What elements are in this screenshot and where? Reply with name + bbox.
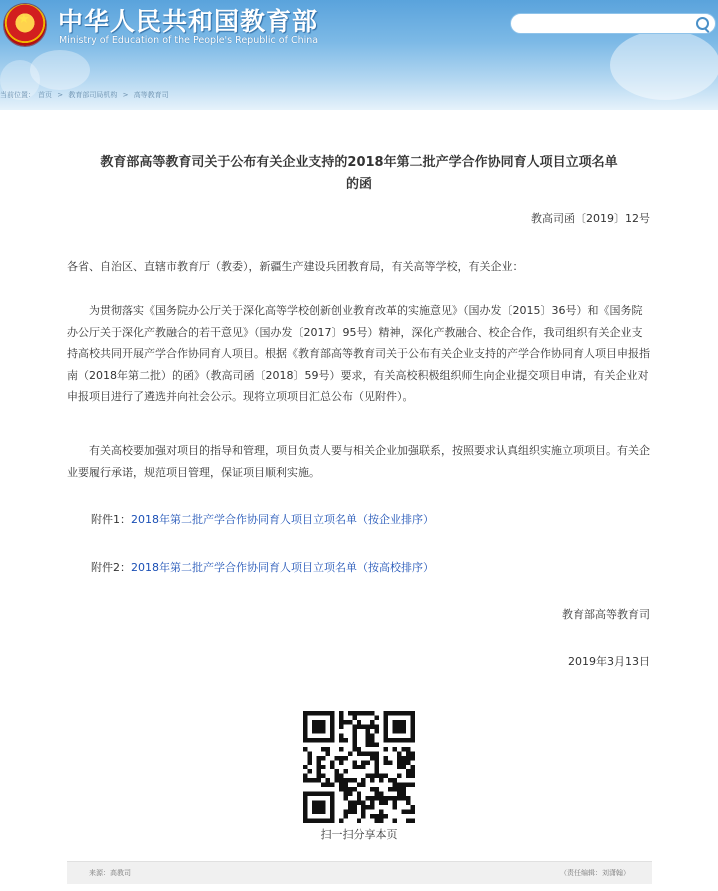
- article-title-line2: 的函: [345, 177, 372, 192]
- breadcrumb-separator: >: [57, 91, 64, 99]
- breadcrumb-separator: >: [122, 91, 129, 99]
- site-header: [0, 0, 718, 110]
- attachment-2-prefix: 附件2：: [91, 561, 131, 574]
- site-subtitle: Ministry of Education of the People's Republic of China: [59, 35, 319, 46]
- paragraph-1: 为贯彻落实《国务院办公厅关于深化高等学校创新创业教育改革的实施意见》（国办发〔2015〕36号）和《国务院办公厅关于深化产教融合的若干意见》（国办发〔2017〕95号）精神，深化产教融合、校企合作，我司组织有关企业支持高校共同开展产学合作协同育人项目。根据《教育部高等教育司关于公布有关企业支持的产学合作协同育人项目申报指南（2018年第二批）的函》（教高司函〔2018〕59号）要求，有关高校积极组织师生向企业提交项目申请，有关企业对申报项目进行了遴选并向社会公示。现将立项项目汇总公布（见附件）。: [67, 304, 650, 403]
- attachment-2-link[interactable]: 2018年第二批产学合作协同育人项目立项名单（按高校排序）: [131, 561, 434, 574]
- paragraph-2: 有关高校要加强对项目的指导和管理，项目负责人要与相关企业加强联系，按照要求认真组织实施立项项目。有关企业要履行承诺，规范项目管理，保证项目顺利实施。: [67, 444, 650, 479]
- search-input[interactable]: [510, 13, 716, 34]
- breadcrumb-item-home[interactable]: 首页: [38, 91, 52, 99]
- attachment-2: [91, 559, 434, 575]
- article-footer: [67, 861, 652, 884]
- snow-decoration: [610, 30, 718, 100]
- breadcrumb-item-bureaus[interactable]: 教育部司局机构: [68, 91, 118, 99]
- document-number: 教高司函〔2019〕12号: [531, 212, 650, 225]
- qr-code-icon: [303, 711, 415, 823]
- attachment-1: [91, 511, 434, 527]
- date: 2019年3月13日: [568, 655, 650, 668]
- footer-source: 来源：高教司: [89, 869, 131, 877]
- site-title[interactable]: 中华人民共和国教育部: [58, 7, 319, 36]
- footer-editor: （责任编辑：刘潇翰）: [560, 869, 630, 877]
- qr-caption: 扫一扫分享本页: [320, 828, 398, 841]
- search-icon[interactable]: [696, 17, 709, 30]
- breadcrumb: [0, 90, 172, 100]
- national-emblem-icon[interactable]: ★: [4, 4, 46, 46]
- greeting: 各省、自治区、直辖市教育厅（教委），新疆生产建设兵团教育局，有关高等学校，有关企业：: [67, 260, 524, 273]
- attachment-1-prefix: 附件1：: [91, 513, 131, 526]
- breadcrumb-item-higher-education[interactable]: 高等教育司: [133, 91, 169, 99]
- breadcrumb-prefix: 当前位置：: [0, 91, 35, 99]
- attachment-1-link[interactable]: 2018年第二批产学合作协同育人项目立项名单（按企业排序）: [131, 513, 434, 526]
- article-title: [62, 152, 656, 196]
- signature: 教育部高等教育司: [562, 608, 650, 621]
- article-title-line1: 教育部高等教育司关于公布有关企业支持的2018年第二批产学合作协同育人项目立项名单: [100, 155, 618, 170]
